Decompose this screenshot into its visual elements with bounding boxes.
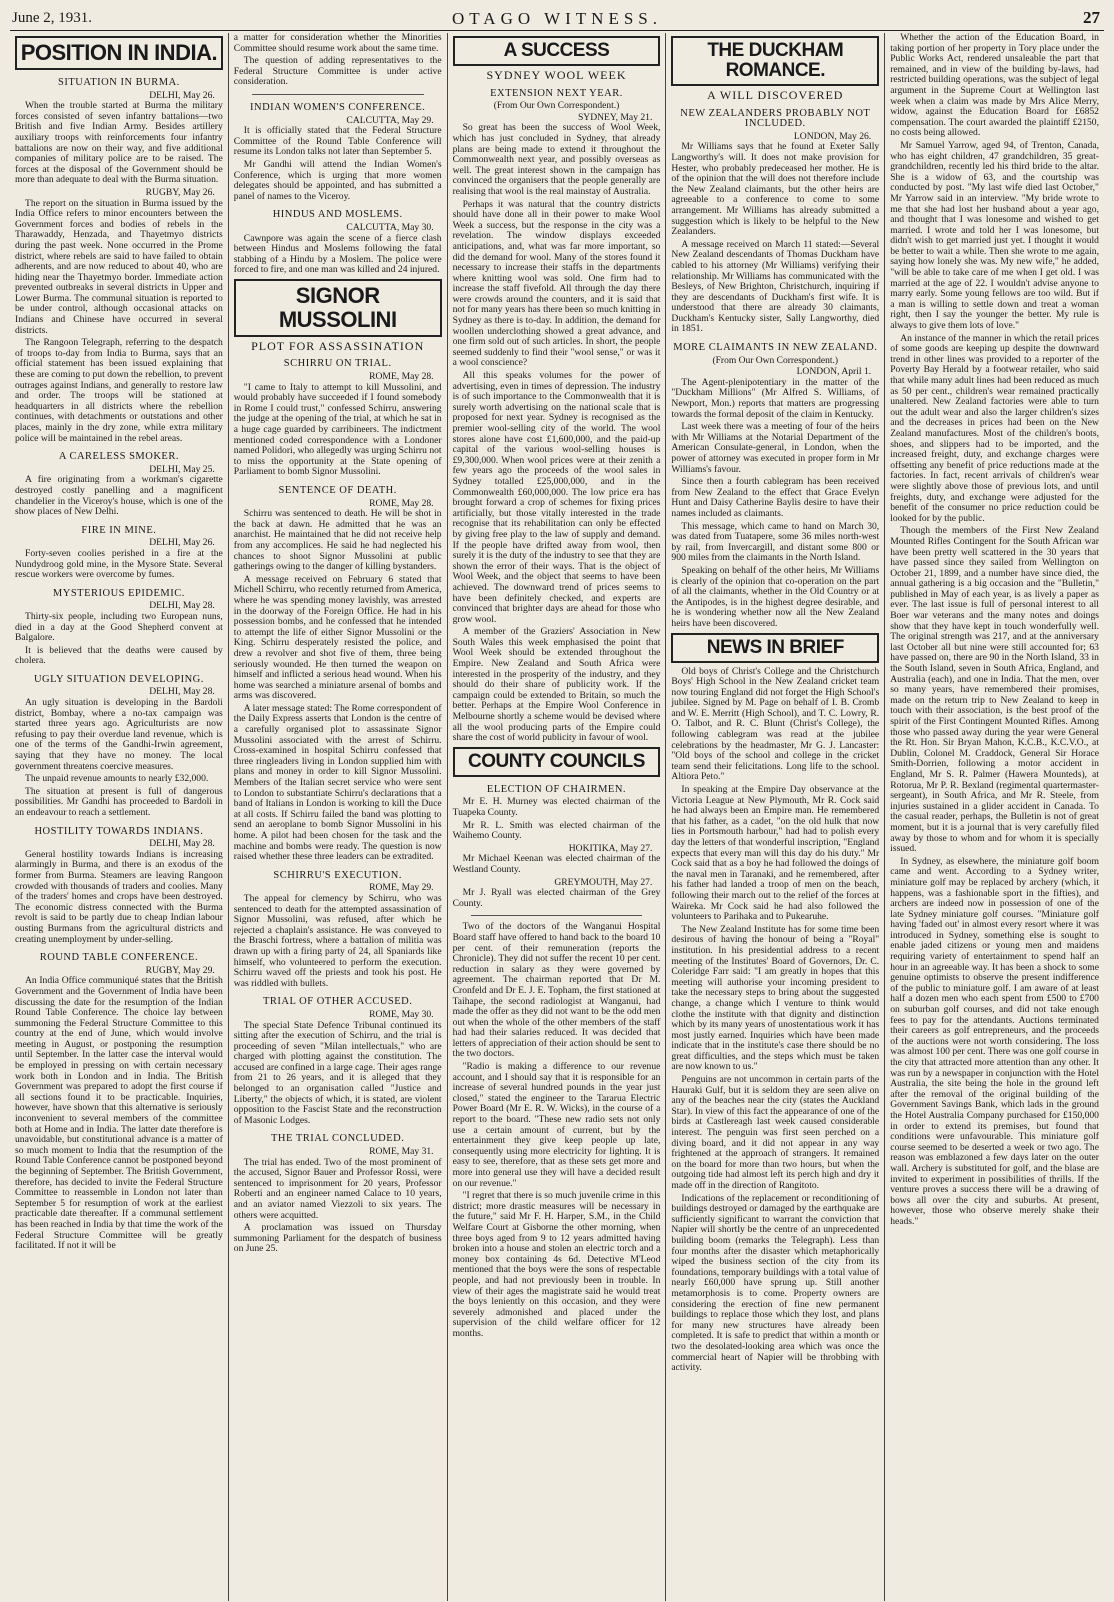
section-heading: FIRE IN MINE. — [81, 524, 157, 536]
paragraph: A fire originating from a workman's cigarette destroyed costly panelling and a magnificent chandelier in the Viceroy's house, which is one of the show places of New Delhi. — [15, 474, 223, 518]
paragraph: The appeal for clemency by Schirru, who was sentenced to death for the attempted assassination of Signor Mussolini, was refused, after which he rejected a chaplain's assistance. He was conveyed to the Braschi fortress, where a battalion of militia was drawn up with a firing party of 24, all Spaniards like himself, who volunteered to perform the execution. Schirru waved off the priests and took his post. He was riddled with bullets. — [233, 892, 442, 989]
dateline: ROME, May 28. — [369, 497, 434, 509]
paragraph: A proclamation was issued on Thursday summoning Parliament for the despatch of business on June 25. — [233, 1222, 442, 1255]
divider — [471, 915, 643, 916]
paragraph: General hostility towards Indians is increasing alarmingly in Burma, and there is an exodus of the former from Burma. Steamers are leaving Rangoon crowded with thousands of traders and coolies. Many of the traders' homes and crops have been destroyed. The economic distress connected with the Burma revolt is said to be partly due to cheap Indian labour ousting Burmans from the agricultural districts and creating unemployment by under-selling. — [15, 848, 223, 945]
paragraph: It is officially stated that the Federal Structure Committee of the Round Table Conference will resume its London talks not later than September 5. — [233, 125, 442, 158]
paragraph: Indications of the replacement or reconditioning of buildings destroyed or damaged by the earthquake are sufficiently significant to warrant the conviction that Napier will shortly be the centre of an unprecedented building boom (remarks the Telegraph). Less than four months after the disaster which metaphorically wiped the business section of the city from its foundations, temporary buildings with a total value of nearly £60,000 have sprung up. Still another metamorphosis is to come. Property owners are considering the erection of fine new permanent buildings to replace those which they lost, and plans for many new structures have already been completed. It is safe to predict that within a month or two the desolated-looking area which was once the commercial heart of Napier will be throbbing with activity. — [671, 1192, 880, 1374]
dateline: SYDNEY, May 21. — [577, 111, 653, 123]
paragraph: A message received on March 11 stated:—Several New Zealand descendants of Thomas Duckham have cabled to his attorney (Mr Williams) verifying their relationship. Mr Williams has communicated with the Besleys, of New Brighton, Christchurch, inquiring if they are descendants of Duckham's first wife. It is understood that there are already 30 claimants, Duckham's Kentucky sister, Sally Langworthy, died in 1851. — [671, 238, 880, 335]
paragraph: "I came to Italy to attempt to kill Mussolini, and would probably have succeeded if I found somebody in Rome I could trust," confessed Schirru, answering the judge at the opening of the trial, at which he sat in a huge cage guarded by carribineers. The indictment mentioned coded correspondence with a Londoner named Polidori, who allegedly was urging Schirru not to miss the opportunity at the State opening of Parliament to bomb Signor Mussolini. — [233, 381, 442, 478]
paragraph: Last week there was a meeting of four of the heirs with Mr Williams at the Notarial Department of the American Consulate-general, in London, when the power of attorney was executed in proper form in Mr Williams's favour. — [671, 421, 880, 475]
section-heading: SCHIRRU ON TRIAL. — [283, 358, 392, 370]
paragraph: An instance of the manner in which the retail prices of some goods are keeping up despite the downward trend in other lines was provided to a reporter of the Poverty Bay Herald by a footwear retailer, who said that while many adult lines had been reduced as much as 50 per cent., children's wear remained practically unaltered. New Zealand factories were able to turn out the adult wear and also the larger children's sizes and the decreases in prices had been on the New Zealand manufactures. Most of the children's boots, shoes, and slippers had to be imported, and the increased freight, duty, and exchange charges were offsetting any benefit of price reductions made at the factories. In fact, recent arrivals of children's wear were slightly above those of previous lots, and until freights, duty, and exchange were adjusted for the benefit of the consumer no price reduction could be looked for by the public. — [890, 332, 1099, 524]
paragraph: The situation at present is full of dangerous possibilities. Mr Gandhi has proceeded to Bardoli in an endeavour to reach a settlement. — [15, 785, 223, 818]
dateline: GREYMOUTH, May 27. — [554, 876, 653, 888]
paragraph: Since then a fourth cablegram has been received from New Zealand to the effect that Grace Evelyn Hunt and Daisy Catherine Baylis desire to have their names included as claimants. — [671, 476, 880, 519]
paragraph: Perhaps it was natural that the country districts should have done all in their power to make Wool Week a success, but the response in the city was a revelation. The window displays exceeded anticipations, and, what was far more important, so did the demand for wool. Many of the stores found it necessary to increase their staffs in the departments where knitting wool was sold. One firm had to increase the staff fivefold. All through the day there were crowds around the counters, and it is said that not for many years has there been so much knitting in Sydney as there is to-day. In addition, the demand for woollen underclothing showed a great advance, and one firm sold out of such articles. In short, the people seemed suddenly to find their "wool sense," or was it a wool conscience? — [452, 198, 661, 369]
subheadline: A WILL DISCOVERED — [707, 88, 844, 102]
paragraph: A message received on February 6 stated that Michell Schirru, who recently returned from America, where he was spending money lavishly, was arrested in the doorway of the Foreign Office. He had in his possession bombs, and he confessed that he intended to attempt the life of either Signor Mussolini or the King. Schirru desperately resisted the police, and drew a revolver and shot five of them, three being seriously wounded. He then turned the weapon on himself and inflicted a serious head wound. When his home was searched a miniature arsenal of bombs and arms was discovered. — [233, 573, 442, 702]
paragraph: Mr Gandhi will attend the Indian Women's Conference, which is urging that more women delegates should be appointed, and has submitted a panel of names to the Viceroy. — [233, 158, 442, 202]
dateline: DELHI, May 26. — [149, 537, 215, 549]
paragraph: Mr R. L. Smith was elected chairman of the Waihemo County. — [452, 819, 661, 842]
headline-duckham-romance: THE DUCKHAM ROMANCE. — [671, 36, 879, 86]
paragraph: The special State Defence Tribunal continued its sitting after the execution of Schirru, and the trial is proceeding of seven "Milan intellectuals," who are charged with plotting against the constitution. The accused are confined in a large cage. Their ages range from 21 to 26 years, and it is alleged that they belonged to an organisation called "Justice and Liberty," the objects of which, it is stated, are violent opposition to the Fascist State and the reconstruction of Masonic Lodges. — [233, 1019, 442, 1126]
paragraph: The New Zealand Institute has for some time been desirous of having the honour of being a "Royal" institution. In his presidential address to a recent meeting of the Institutes' Board of Governors, Dr. C. Coleridge Farr said: "I am greatly in hopes that this meeting will authorise your incoming president to take the necessary steps to bring about the suggested change, a change which I venture to think would clothe the institute with that dignity and distinction which by its many years of unostentatious work it has most justly earned. Inquiries which have been made indicate that in the institute's case there should be no great difficulties, and the steps which must be taken are now known to us." — [671, 923, 880, 1073]
paragraph: The Rangoon Telegraph, referring to the despatch of troops to-day from India to Burma, says that an official statement has been issued explaining that these are coming to put down the rebellion, to prevent outrages against Indians, and generally to restore law and order. The troops will be stationed at headquarters in all districts where the rebellion continues, with detachments or outstations and other places, mainly in the dry zone, while extra military police will be maintained in the rebel areas. — [15, 337, 223, 444]
paragraph: Old boys of Christ's College and the Christchurch Boys' High School in the New Zealand cricket team now touring England did not forget the High School's jubilee. Signed by M. Page on behalf of I. B. Cromb and W. E. Merritt (High School), and T. C. Lowry, R. O. Talbot, and R. C. Blunt (Christ's College), the following cablegram was read at the jubilee celebrations by the headmaster, Mr G. J. Lancaster: "Old boys of the school and college in the cricket team send their felicitations. Long life to the school. Altiora Peto." — [671, 665, 880, 783]
section-heading: TRIAL OF OTHER ACCUSED. — [263, 996, 413, 1008]
paragraph: Thirty-six people, including two European nuns, died in a day at the Good Shepherd convent at Balgalore. — [15, 610, 223, 644]
columns — [10, 33, 1104, 1601]
paragraph: Mr Samuel Yarrow, aged 94, of Trenton, Canada, who has eight children, 47 grandchildren, 35 great-grandchildren, recently led his third bride to the altar. She is a widow of 63, and the courtship was conducted by post. "My last wife died last October," Mr Yarrow said in an interview. "My bride wrote to me that she had lost her husband about a year ago, and thought that I was lonesome and wished to get married. I wrote and told her I was lonesome, but didn't wish to get married just yet. I thought it would be better to wait a while. Then she wrote to me again, saying how lonely she was. My new wife," he added, "will be able to take care of me when I get old. I was married at the age of 22. I wouldn't advise anyone to marry early. Some young fellows are too wild. But if a man is willing to settle down and treat a woman right, then I say the younger the better. My rule is always to give them lots of love." — [890, 139, 1099, 332]
masthead — [10, 8, 1104, 31]
column-2 — [229, 33, 448, 1601]
dateline: ROME, May 31. — [369, 1146, 434, 1158]
section-heading: NEW ZEALANDERS PROBABLY NOT INCLUDED. — [680, 107, 871, 130]
paragraph: Mr Michael Keenan was elected chairman of the Westland County. — [452, 853, 661, 875]
issue-date: June 2, 1931. — [12, 10, 92, 26]
paragraph: The trial has ended. Two of the most prominent of the accused, Signor Bauer and Professor Rossi, were sentenced to imprisonment for 20 years, Professor Roberti and an engineer named Calace to 10 years, and an aviator named Viezzoli to six years. The others were acquitted. — [233, 1156, 442, 1221]
page-number: 27 — [1083, 8, 1100, 27]
paragraph: The report on the situation in Burma issued by the India Office refers to minor encounters between the Government forces and bodies of rebels in the Tharawaddy, Henzada, and Thayetmyo districts during the past week. None occurred in the Prome district, where rebels are said to have failed to obtain adherents, and are now reduced to about 40, who are hiding near the Thayetmyo border. Immediate action prevented outbreaks in several districts in Upper and Lower Burma. The communal situation is reported to be under control, although occasional attacks on Indians and Chinese have occurred in several districts. — [15, 197, 223, 336]
paragraph: Speaking on behalf of the other heirs, Mr Williams is clearly of the opinion that co-operation on the part of all the claimants, whether in the Old Country or at the Antipodes, is in the highest degree desirable, and he is wondering whether now all the New Zealand heirs have been discovered. — [671, 564, 880, 629]
paragraph: Mr J. Ryall was elected chairman of the Grey County. — [452, 887, 661, 909]
paragraph: Schirru was sentenced to death. He will be shot in the back at dawn. He admitted that he was an anarchist. He maintained that he did not receive help from any accomplices. He said he had neglected his chances to shoot Signor Mussolini at public gatherings owing to the danger of killing bystanders. — [233, 508, 442, 573]
byline: (From Our Own Correspondent.) — [493, 101, 620, 112]
paragraph: a matter for consideration whether the Minorities Committee should resume work about the same time. — [233, 33, 442, 54]
dateline: DELHI, May 26. — [149, 89, 215, 101]
dateline: CALCUTTA, May 29. — [346, 114, 434, 126]
section-heading: MORE CLAIMANTS IN NEW ZEALAND. — [673, 342, 878, 354]
paragraph: Forty-seven coolies perished in a fire at the Nundydroog gold mine, in the Mysore State. Several rescue workers were overcome by fumes. — [15, 547, 223, 581]
headline-a-success: A SUCCESS — [453, 36, 661, 66]
section-heading: SITUATION IN BURMA. — [58, 77, 180, 88]
section-heading: HOSTILITY TOWARDS INDIANS. — [34, 825, 204, 837]
dateline: DELHI, May 25. — [149, 463, 215, 475]
paragraph: It is believed that the deaths were caused by cholera. — [15, 644, 223, 667]
column-4 — [666, 33, 885, 1601]
dateline: DELHI, May 28. — [149, 686, 215, 698]
paragraph: In speaking at the Empire Day observance at the Victoria League at New Plymouth, Mr R. Cock said he had always been an Empire man. He remembered that his father, as a cadet, "on the old hulk that now lies in Portsmouth harbour," had had to polish every day the letters of that wonderful inscription, "England expects that every man will this day do his duty." Mr Cock said that as a boy he had followed the doings of the naval men in Taranaki, and he remembered, after his father had landed a troop of men on the beach, following their march out to the relief of the forces at Waireka. Mr Cock said he had also followed the volunteers to Parihaka and to Pukearuhe. — [671, 784, 880, 923]
newspaper-title: OTAGO WITNESS. — [452, 9, 662, 28]
paragraph: "Radio is making a difference to our revenue account, and I should say that it is responsible for an increase of several hundred pounds in the year just closed," stated the engineer to the Tararua Electric Power Board (Mr E. R. W. Wicks), in the course of a report to the board. "These new radio sets not only use a certain amount of current, but by the entertainment they give keep people up late, consequently using more electricity for lighting. It is easy to see, therefore, that as these sets get more and more into general use they will have a decided result on our revenue." — [452, 1061, 661, 1189]
dateline: LONDON, May 26. — [793, 130, 872, 142]
paragraph: "I regret that there is so much juvenile crime in this district; more drastic measures will be necessary in the future," said Mr F. H. Harper, S.M., in the Child Welfare Court at Gisborne the other morning, when three boys aged from 9 to 12 years admitted having broken into a house and stolen an electric torch and a money box containing 4s 6d. Detective M'Leod mentioned that the boys were the sons of respectable people, and had not previously been in trouble. In view of their ages the magistrate said he would treat the boys leniently on this occasion, and they were severely admonished and placed under the supervision of the child welfare officer for 12 months. — [452, 1190, 661, 1339]
dateline: ROME, May 29. — [369, 882, 434, 894]
paragraph: Two of the doctors of the Wanganui Hospital Board staff have offered to hand back to the board 10 per cent. of their remuneration (reports the Chronicle). They did not suffer the recent 10 per cent. reduction in salary as they were governed by agreement. The chairman reported that Dr M. Cronfeld and Dr E. J. E. Topham, the first stationed at Taihape, the second radiologist at Wanganui, had made the offer as they did not want to be the odd men out when the whole of the other members of the staff had had their salaries reduced. It was decided that letters of appreciation of their action should be sent to the two doctors. — [452, 921, 661, 1060]
headline-signor-mussolini: SIGNOR MUSSOLINI — [234, 279, 442, 337]
section-heading: SENTENCE OF DEATH. — [278, 485, 397, 496]
column-3 — [448, 33, 667, 1601]
paragraph: A later message stated: The Rome correspondent of the Daily Express asserts that London is the centre of a carefully organised plot to assassinate Signor Mussolini associated with the arrest of Schirru. Cross-examined in hospital Schirru confessed that three ringleaders living in London supplied him with plans and money in order to kill Signor Mussolini. Members of the Italian secret service who were sent to London to substantiate Schirru's declarations that a band of Italians in London is working to kill the Duce at all costs. If Schirru failed the band was plotting to send an aeroplane to bomb Signor Mussolini in his home. A pilot had been chosen for the task and the machine and bombs were ready. The question is now raised whether these three leaders can be extradited. — [233, 702, 442, 863]
dateline: RUGBY, May 26. — [145, 186, 215, 198]
paragraph: The Agent-plenipotentiary in the matter of the "Duckham Millions" (Mr Alfred S. Williams, of Newport, Mon.) reports that matters are progressing towards the formal deposit of the claim in Kentucky. — [671, 376, 880, 420]
paragraph: Mr Williams says that he found at Exeter Sally Langworthy's will. It does not make provision for Hester, who probably predeceased her mother. He is of the opinion that the will does not therefore include the New Zealand claimants, but the other heirs are agreeable to a conference to come to some arrangement. Mr Williams has already submitted a suggestion which is likely to be helpful to the New Zealanders. — [671, 141, 880, 238]
section-heading: SCHIRRU'S EXECUTION. — [273, 869, 402, 881]
divider — [252, 94, 424, 95]
dateline: DELHI, May 28. — [149, 838, 215, 850]
paragraph: The unpaid revenue amounts to nearly £32,000. — [25, 773, 209, 785]
section-heading: THE TRIAL CONCLUDED. — [271, 1133, 405, 1145]
headline-news-in-brief: NEWS IN BRIEF — [671, 633, 879, 663]
paragraph: All this speaks volumes for the power of advertising, even in times of depression. The industry is of such importance to the Commonwealth that it is surely worth advertising on the national scale that is proposed for next year. Sydney is recognised as the premier wool-selling city of the world. The wool stores alone have cost £1,600,000, and the paid-up capital of the various wool-selling houses is £9,300,000. When wool prices were at their zenith a few years ago the proceeds of the wool sales in Sydney totalled £25,000,000, and in the Commonwealth £60,000,000. The low price era has brought forward a crop of schemes for fixing prices artificially, but those vitally interested in the trade recognise that its rehabilitation can only be effected by giving free play to the law of supply and demand. If the people have drifted away from wool, then surely it is the duty of the industry to see that they are shown the error of their ways. That is the object of Wool Week, and the object that seems to have been achieved. The downward trend of prices seems to have been definitely checked, and experts are convinced that brighter days are ahead for those who grow wool. — [452, 370, 661, 625]
paragraph: When the trouble started at Burma the military forces consisted of seven infantry battalions—two British and five Indian Army. Besides artillery auxiliary troops with reinforcements four infantry battalions are now on their way, and five additional companies of military police are to be raised. The forces at the disposal of the Government should be more than adequate to deal with the Burma situation. — [15, 100, 223, 186]
paragraph: Cawnpore was again the scene of a fierce clash between Hindus and Moslems following the fatal stabbing of a Hindu by a Moslem. The police were forced to fire, and one man was killed and 24 injured. — [233, 232, 442, 276]
paragraph: The question of adding representatives to the Federal Structure Committee is under active consideration. — [233, 55, 442, 88]
paragraph: So great has been the success of Wool Week, which has just concluded in Sydney, that already plans are being made to extend it throughout the Commonwealth next year, and possibly overseas as well. The great interest shown in the campaign has convinced the organisers that the people generally are realising that wool is the real mainstay of Australia. — [452, 122, 661, 197]
column-5 — [885, 33, 1104, 1601]
paragraph: Though the members of the First New Zealand Mounted Rifles Contingent for the South African war have been pretty well scattered in the 30 years that have passed since they sailed from Wellington on October 21, 1899, and a number have since died, the annual gathering is a big occasion and the "Bulletin," published in May of each year, is as lively a paper as ever. The last issue is full of personal interest to all Boer war veterans and the many notes and doings show that they have kept in touch wonderfully well. The original strength was 217, and at the anniversary last October all but nine were still accounted for; 63 have passed on, there are 90 in the North Island, 33 in the South Island, seven in South Africa, England, and Australia (each), and one in India. That the men, over so many years, have remembered their promises, made on the return trip to New Zealand to keep in touch with their association, is the best proof of the spirit of the First Contingent Mounted Rifles. Among those who passed away during the year were General the Rt. Hon. Sir Bryan Mahon, K.C.B., K.C.V.O., at Dublin, Colonel M. Craddock, General Sir Horace Smith-Dorrien, following a motor accident in England, Mr S. R. Palmer (Hawera Mounteds), at Rotorua, Mr P. R. Bexland (regimental quartermaster-sergeant), in South Africa, and Mr R. Steele, from injuries sustained in a glider accident in Canada. To the casual reader, perhaps, the Bulletin is not of great moment, but it is a journal that is very carefully filed away by those to whom and for whom it is specially issued. — [890, 525, 1099, 855]
paragraph: This message, which came to hand on March 30, was dated from Tuatapere, some 36 miles north-west by rail, from Invercargill, and distant some 800 or 900 miles from the claimants in the North Island. — [671, 520, 880, 564]
headline-position-in-india: POSITION IN INDIA. — [15, 36, 223, 70]
dateline: CALCUTTA, May 30. — [346, 221, 434, 233]
section-heading: ROUND TABLE CONFERENCE. — [39, 952, 199, 964]
section-heading: A CARELESS SMOKER. — [58, 451, 179, 463]
subheadline: SYDNEY WOOL WEEK — [486, 68, 627, 82]
paragraph: An India Office communiqué states that the British Government and the Government of India have been discussing the date for the resumption of the Indian Round Table Conference. The choice lay between summoning the Federal Structure Committee to this country at the end of June, which would involve meeting in August, or postponing the resumption until September. In the latter case the interval would be employed in pressing on with certain necessary work both in London and in India. The British Government was prepared to adopt the first course if all sections found it to be practicable. Inquiries, however, have shown that this alternative is seriously inconvenient to several members of the committee both at Home and in India. The latter date therefore is unavoidable, but constitutional advance is a matter of so much moment to India that the resumption of the Round Table Conference cannot be postponed beyond the beginning of September. The British Government, therefore, has decided to invite the Federal Structure Committee to reassemble in London not later than September 5 for resumption of work at the earliest practicable date thereafter. If a communal settlement has been reached in India by that time the work of the Federal Structure Committee will be greatly facilitated. If not it will be — [15, 975, 223, 1252]
byline: (From Our Own Correspondent.) — [712, 355, 839, 366]
dateline: ROME, May 30. — [369, 1008, 434, 1020]
column-1 — [10, 33, 229, 1601]
section-heading: UGLY SITUATION DEVELOPING. — [33, 673, 204, 685]
dateline: ROME, May 28. — [369, 371, 434, 383]
dateline: HOKITIKA, May 27. — [568, 842, 653, 854]
section-heading: ELECTION OF CHAIRMEN. — [486, 783, 627, 795]
paragraph: Whether the action of the Education Board, in taking portion of her property in Tory place under the Public Works Act, rendered unsaleable the part that remained, and in view of the building by-laws, had restricted building operations, was the subject of legal argument in the Supreme Court at Wellington last week when a claim was made by Mrs Alice Merry, widow, against the Education Board for £6852 compensation. The court awarded the plaintiff £2150, no costs being allowed. — [890, 33, 1099, 139]
section-heading: INDIAN WOMEN'S CONFERENCE. — [249, 101, 426, 113]
dateline: DELHI, May 28. — [149, 600, 215, 612]
paragraph: In Sydney, as elsewhere, the miniature golf boom came and went. According to a Sydney writer, miniature golf may be replaced by archery (which, it happens, was a fashionable sport in the fifties), and archers are indeed now in possession of one of the late Sydney miniature golf courses. "Miniature golf having 'faded out' in almost every resort where it was introduced in Sydney, something else is sought to enable jaded citizens or young men and maidens requiring variety of entertainment to spend half an hour in an agreeable way. It has been a shock to some genuine optimists to observe the present indifference of the public to miniature golf. I am aware of at least half a dozen men who each spent from £500 to £700 on suburban golf courses, and did not take enough fees to pay for the attendants. Auctions terminated their careers as golf entrepreneurs, and the proceeds of the auctions were not worth considering. The loss was almost 100 per cent. There was one golf course in the city that attracted more attention than any other. It was run by a newspaper in conjunction with the Hotel Australia, the site being the hole in the ground left after the removal of the original building of the Government Savings Bank, which lads in the ground the Hotel Australia Company purchased for £150,000 in order to extend its premises, but found that conditions were unfavourable. This miniature golf course seemed to be deserted a week or two ago. The reason was emblazoned a few days later on the outer wall. Archery is substituted for golf, and the blase are invited to experiment in possibilities of thrills. If the venture proves a success there will be a drawing of bows all over the city and suburbs. At present, however, those who observe merely shake their heads." — [890, 855, 1099, 1227]
section-heading: EXTENSION NEXT YEAR. — [490, 87, 623, 99]
dateline: LONDON, April 1. — [796, 366, 872, 378]
section-heading: HINDUS AND MOSLEMS. — [272, 209, 403, 221]
dateline: RUGBY, May 29. — [145, 964, 215, 976]
paragraph: Penguins are not uncommon in certain parts of the Hauraki Gulf, but it is seldom they are seen alive on any of the beaches near the city (states the Auckland Star). In view of this fact the appearance of one of the birds at Castlereagh last week caused considerable interest. The penguin was first seen perched on a diving board, and it did not appear in any way frightened at the approach of strangers. It remained on the board for more than two hours, but when the outgoing tide had almost left its perch high and dry it made off in the direction of Rangitoto. — [671, 1074, 880, 1191]
headline-county-councils: COUNTY COUNCILS — [453, 747, 661, 777]
paragraph: An ugly situation is developing in the Bardoli district, Bombay, where a no-tax campaign was started three years ago. Agriculturists are now refusing to pay their overdue land revenue, which is one of the terms of the Gandhi-Irwin agreement, saying that they have no money. The local government threatens coercive measures. — [15, 697, 223, 772]
subheadline: PLOT FOR ASSASSINATION — [251, 338, 425, 353]
paragraph: Mr E. H. Murney was elected chairman of the Tuapeka County. — [452, 796, 661, 818]
paragraph: A member of the Graziers' Association in New South Wales this week emphasised the point that Wool Week should be extended throughout the Empire. New Zealand and South Africa were interested in the prosperity of the industry, and they should do their share of publicity work. If the campaign could be extended to Britain, so much the better. Perhaps at the Empire Wool Conference in Melbourne shortly a scheme would be devised where all the wool producing parts of the Empire could share the cost of world publicity in favour of wool. — [452, 626, 661, 744]
section-heading: MYSTERIOUS EPIDEMIC. — [52, 587, 185, 599]
